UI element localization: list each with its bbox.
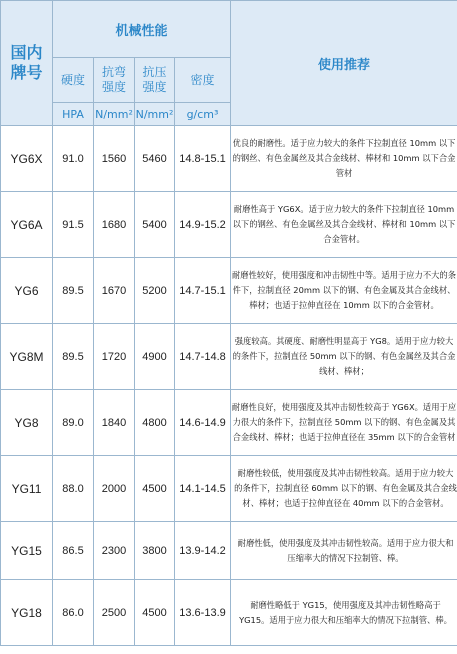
header-compressive-strength: 抗压 强度 [135, 58, 175, 103]
hardness-cell: 89.0 [53, 390, 94, 456]
hardness-cell: 89.5 [53, 324, 94, 390]
grade-cell: YG18 [1, 580, 53, 646]
table-row [1, 258, 457, 324]
recommendation-cell: 耐磨性较低，使用强度及其冲击韧性较高。适用于应力较大的条件下，拉制直径 60mm 以下的钢、有色金属及其合金线材、棒材；也适于拉伸直径在 40mm 以下的合金管材。 [231, 456, 457, 522]
bending-strength-cell: 1670 [94, 258, 135, 324]
compressive-strength-cell: 4900 [135, 324, 175, 390]
bending-strength-cell: 1680 [94, 192, 135, 258]
table-row [1, 126, 457, 192]
header-grade: 国内 牌号 [1, 1, 53, 126]
density-cell: 14.1-14.5 [175, 456, 231, 522]
density-cell: 14.9-15.2 [175, 192, 231, 258]
header-bending-strength: 抗弯 强度 [94, 58, 135, 103]
hardness-cell: 91.5 [53, 192, 94, 258]
compressive-strength-cell: 4800 [135, 390, 175, 456]
density-cell: 14.6-14.9 [175, 390, 231, 456]
table-row [1, 390, 457, 456]
bending-strength-cell: 1720 [94, 324, 135, 390]
density-cell: 14.7-14.8 [175, 324, 231, 390]
density-cell: 13.9-14.2 [175, 522, 231, 580]
header-mechanical-properties: 机械性能 [53, 1, 231, 58]
compressive-strength-cell: 5200 [135, 258, 175, 324]
hardness-cell: 91.0 [53, 126, 94, 192]
header-recommended-use: 使用推荐 [231, 1, 457, 126]
compressive-strength-cell: 4500 [135, 580, 175, 646]
recommendation-cell: 耐磨性良好，使用强度及其冲击韧性较高于 YG6X。适用于应力很大的条件下，拉制直径 50mm 以下的钢、有色金属及其合金线材、棒材；也适于拉伸直径在 35mm 以下的合金管材 [231, 390, 457, 456]
grade-cell: YG6A [1, 192, 53, 258]
compressive-strength-cell: 3800 [135, 522, 175, 580]
hardness-cell: 88.0 [53, 456, 94, 522]
table-row [1, 522, 457, 580]
compressive-strength-cell: 5400 [135, 192, 175, 258]
bending-strength-cell: 2300 [94, 522, 135, 580]
density-cell: 14.8-15.1 [175, 126, 231, 192]
recommendation-cell: 耐磨性高于 YG6X。适于应力较大的条件下拉制直径 10mm 以下的钢丝、有色金属丝及其合金线材、棒材和 10mm 以下合金管材。 [231, 192, 457, 258]
density-cell: 14.7-15.1 [175, 258, 231, 324]
recommendation-cell: 耐磨性低，使用强度及其冲击韧性较高。适用于应力很大和压缩率大的情况下拉制管、棒。 [231, 522, 457, 580]
table-row [1, 324, 457, 390]
hardness-cell: 86.5 [53, 522, 94, 580]
recommendation-cell: 强度较高。其硬度、耐磨性明显高于 YG8。适用于应力较大的条件下，拉制直径 50mm 以下的钢、有色金属丝及其合金线材、棒材； [231, 324, 457, 390]
header-hardness: 硬度 [53, 58, 94, 103]
recommendation-cell: 优良的耐磨性。适于应力较大的条件下拉制直径 10mm 以下的钢丝、有色金属丝及其合金线材、棒材和 10mm 以下合金管材 [231, 126, 457, 192]
grade-cell: YG11 [1, 456, 53, 522]
density-cell: 13.6-13.9 [175, 580, 231, 646]
table-row [1, 580, 457, 646]
table-row [1, 456, 457, 522]
grade-cell: YG6X [1, 126, 53, 192]
unit-density: g/cm³ [175, 103, 231, 126]
grade-cell: YG8M [1, 324, 53, 390]
hardness-cell: 86.0 [53, 580, 94, 646]
unit-hardness: HPA [53, 103, 94, 126]
recommendation-cell: 耐磨性略低于 YG15，使用强度及其冲击韧性略高于 YG15。适用于应力很大和压缩率大的情况下拉制管、棒。 [231, 580, 457, 646]
unit-compressive-strength: N/mm² [135, 103, 175, 126]
header-density: 密度 [175, 58, 231, 103]
grade-cell: YG15 [1, 522, 53, 580]
grade-cell: YG6 [1, 258, 53, 324]
bending-strength-cell: 1560 [94, 126, 135, 192]
bending-strength-cell: 1840 [94, 390, 135, 456]
bending-strength-cell: 2000 [94, 456, 135, 522]
compressive-strength-cell: 5460 [135, 126, 175, 192]
table-row [1, 192, 457, 258]
hardness-cell: 89.5 [53, 258, 94, 324]
recommendation-cell: 耐磨性较好，使用强度和冲击韧性中等。适用于应力不大的条件下，拉制直径 20mm 以下的钢、有色金属及其合金线材、棒材；也适于拉伸直径在 10mm 以下的合金管材。 [231, 258, 457, 324]
compressive-strength-cell: 4500 [135, 456, 175, 522]
grade-cell: YG8 [1, 390, 53, 456]
bending-strength-cell: 2500 [94, 580, 135, 646]
unit-bending-strength: N/mm² [94, 103, 135, 126]
